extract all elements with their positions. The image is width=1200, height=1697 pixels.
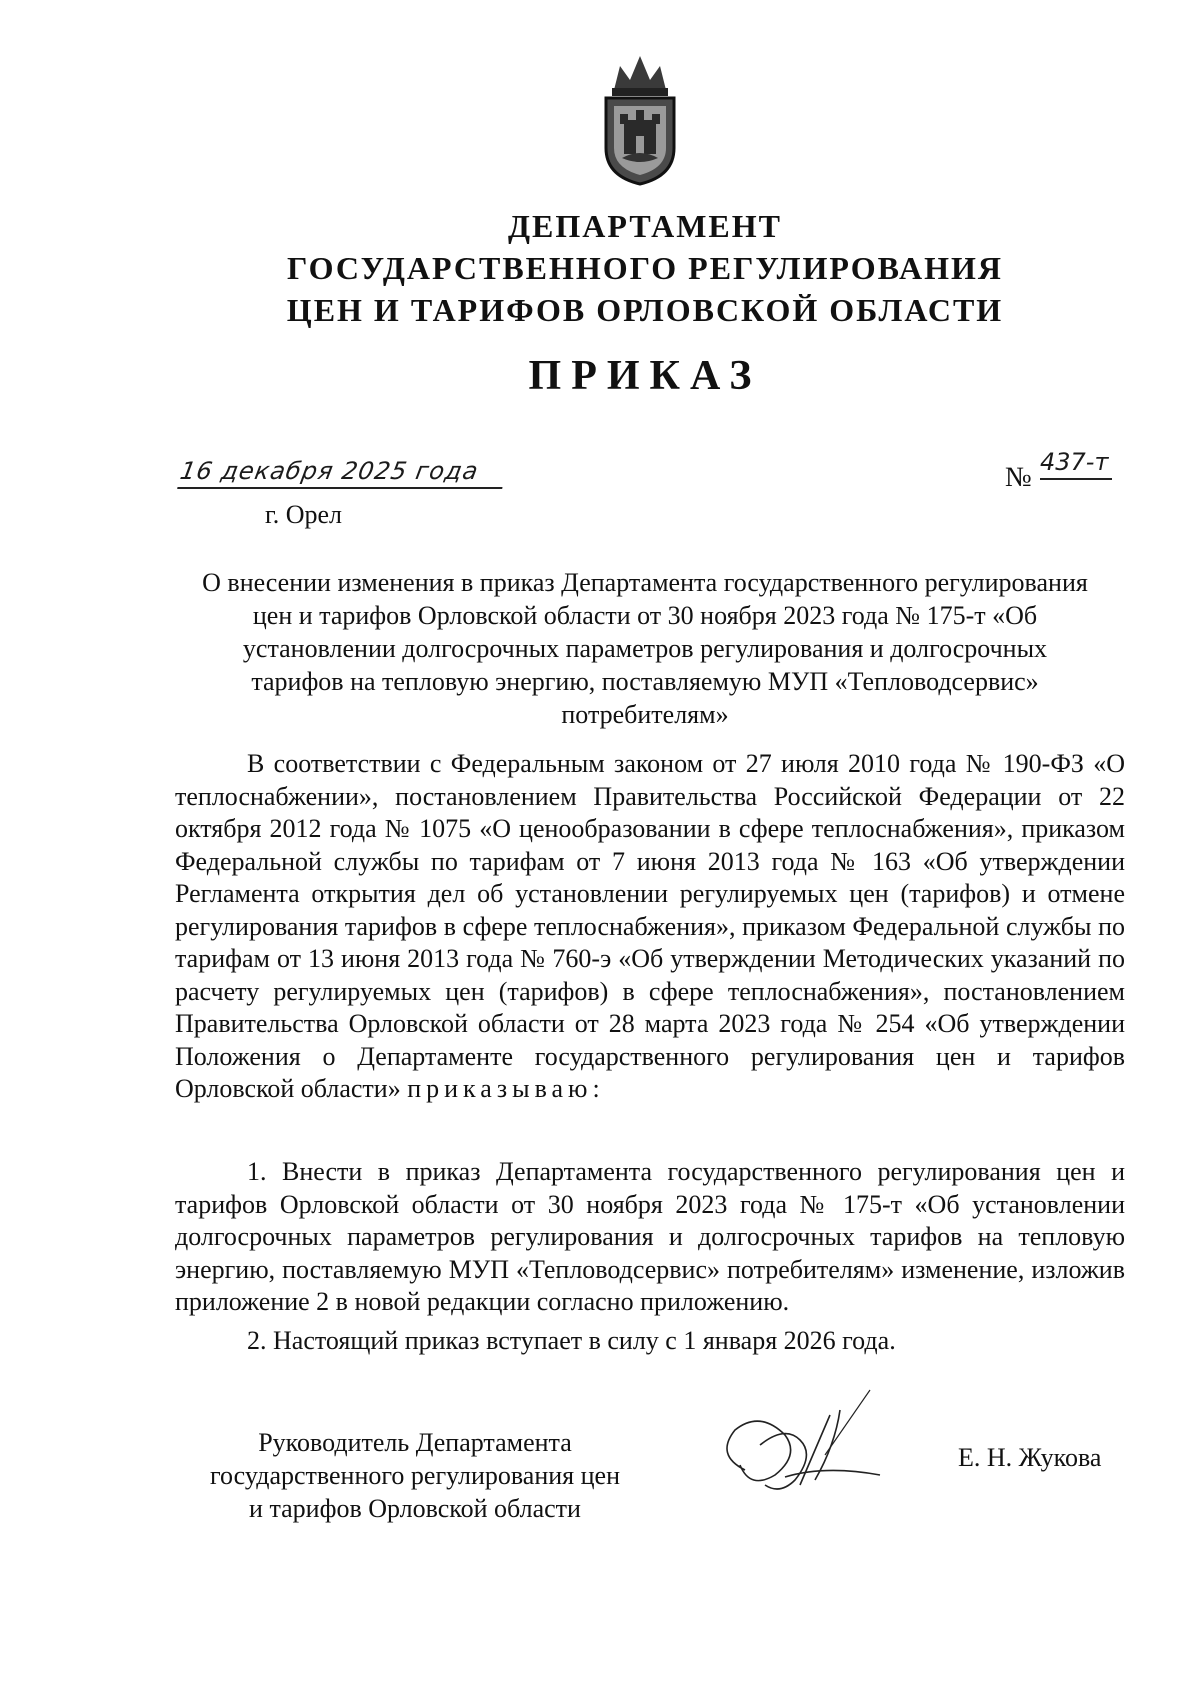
handwritten-signature-icon [705, 1385, 895, 1515]
order-number-handwritten: 437-т [1040, 448, 1112, 480]
position-line-1: Руководитель Департамента [258, 1428, 572, 1457]
city-label: г. Орел [265, 500, 343, 529]
department-header [0, 205, 1200, 331]
header-line-2: ГОСУДАРСТВЕННОГО РЕГУЛИРОВАНИЯ [287, 250, 1003, 286]
header-line-1: ДЕПАРТАМЕНТ [508, 208, 782, 244]
preamble-text: В соответствии с Федеральным законом от 27 июля 2010 года № 190-ФЗ «О теплоснабжении», постановлением Правительства Российской Федерации от 22 октября 2012 года № 1075 «О ценообразовании в сфере теплоснабжения», приказом Федеральной службы по тарифам от 7 июня 2013 года № 163 «Об утверждении Регламента открытия дел об установлении регулируемых цен (тарифов) и отмене регулирования тарифов в сфере теплоснабжения», приказом Федеральной службы по тарифам от 13 июня 2013 года № 760-э «Об утверждении Методических указаний по расчету регулируемых цен (тарифов) в сфере теплоснабжения», постановлением Правительства Орловской области от 28 марта 2023 года № 254 «Об утверждении Положения о Департаменте государственного регулирования цен и тарифов Орловской области» [175, 749, 1125, 1103]
order-item-2: 2. Настоящий приказ вступает в силу с 1 января 2026 года. [247, 1326, 896, 1355]
signatory-position [185, 1426, 645, 1525]
order-number-label: № [1005, 462, 1032, 493]
order-word: приказываю: [407, 1074, 605, 1103]
preamble-paragraph [175, 748, 1125, 1106]
order-subject: О внесении изменения в приказ Департамента государственного регулирования цен и тарифов Орловской области от 30 ноября 2023 года № 175-т «Об установлении долгосрочных параметров регулирования и долгосрочных тарифов на тепловую энергию, поставляемую МУП «Тепловодсервис» потребителям» [202, 568, 1088, 729]
document-title: ПРИКАЗ [528, 353, 762, 399]
handwritten-date: 16 декабря 2025 года [177, 457, 508, 489]
position-line-2: государственного регулирования цен [210, 1461, 620, 1490]
header-line-3: ЦЕН И ТАРИФОВ ОРЛОВСКОЙ ОБЛАСТИ [286, 292, 1004, 328]
order-item-1: 1. Внести в приказ Департамента государственного регулирования цен и тарифов Орловской области от 30 ноября 2023 года № 175-т «Об установлении долгосрочных параметров регулирования и долгосрочных тарифов на тепловую энергию, поставляемую МУП «Тепловодсервис» потребителям» изменение, изложив приложение 2 в новой редакции согласно приложению. [175, 1157, 1125, 1316]
signatory-name: Е. Н. Жукова [958, 1443, 1102, 1472]
position-line-3: и тарифов Орловской области [249, 1494, 581, 1523]
coat-of-arms-emblem-icon [592, 48, 688, 188]
